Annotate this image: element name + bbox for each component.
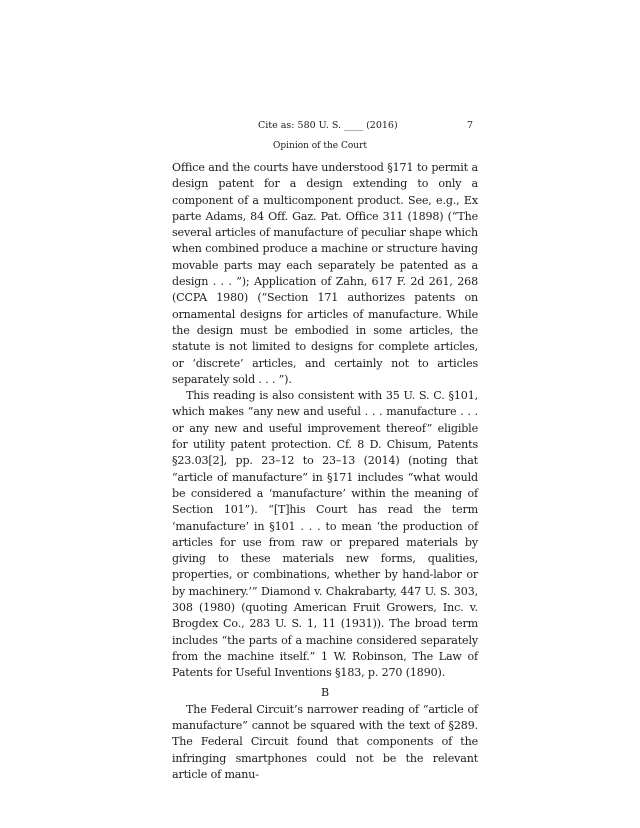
citation: Cite as: 580 U. S. ____ (2016) [258,120,398,131]
opinion-body [172,160,478,783]
page-number: 7 [467,120,474,131]
opinion-subtitle: Opinion of the Court [273,141,367,151]
paragraph-2: This reading is also consistent with 35 U. S. C. §101, which makes “any new and useful . . . manufacture . . . or any new and useful improvement thereof” eligible for utility patent protection. Cf. 8 D. Chisum, Patents §23.03[2], pp. 23–12 to 23–13 (2014) (noting that “article of manufacture” in §171 includes “what would be considered a ‘manufacture’ within the meaning of Section 101”). “[T]his Court has read the term ‘manufacture’ in §101 . . . to mean ‘the production of articles for use from raw or prepared materials by giving to these materials new forms, qualities, properties, or combinations, whether by hand-labor or by machinery.’” Diamond v. Chakrabarty, 447 U. S. 303, 308 (1980) (quoting American Fruit Growers, Inc. v. Brogdex Co., 283 U. S. 1, 11 (1931)). The broad term includes “the parts of a machine considered separately from the machine itself.” 1 W. Robinson, The Law of Patents for Useful Inventions §183, p. 270 (1890). [172,389,478,680]
paragraph-3: The Federal Circuit’s narrower reading of “article of manufacture” cannot be squared with the text of §289. The Federal Circuit found that components of the infringing smartphones could not be the relevant article of manu- [172,702,478,781]
section-heading: B [320,685,329,699]
paragraph-1: Office and the courts have understood §171 to permit a design patent for a design extending to only a component of a multicomponent product. See, e.g., Ex parte Adams, 84 Off. Gaz. Pat. Office 311 (1898) (“The several articles of manufacture of peculiar shape which when combined produce a machine or structure having movable parts may each separately be patented as a design . . . ”); Application of Zahn, 617 F. 2d 261, 268 (CCPA 1980) (“Section 171 authorizes patents on ornamental designs for articles of manufacture. While the design must be embodied in some articles, the statute is not limited to designs for complete articles, or ‘discrete’ articles, and certainly not to articles separately sold . . . ”). [172,161,478,386]
